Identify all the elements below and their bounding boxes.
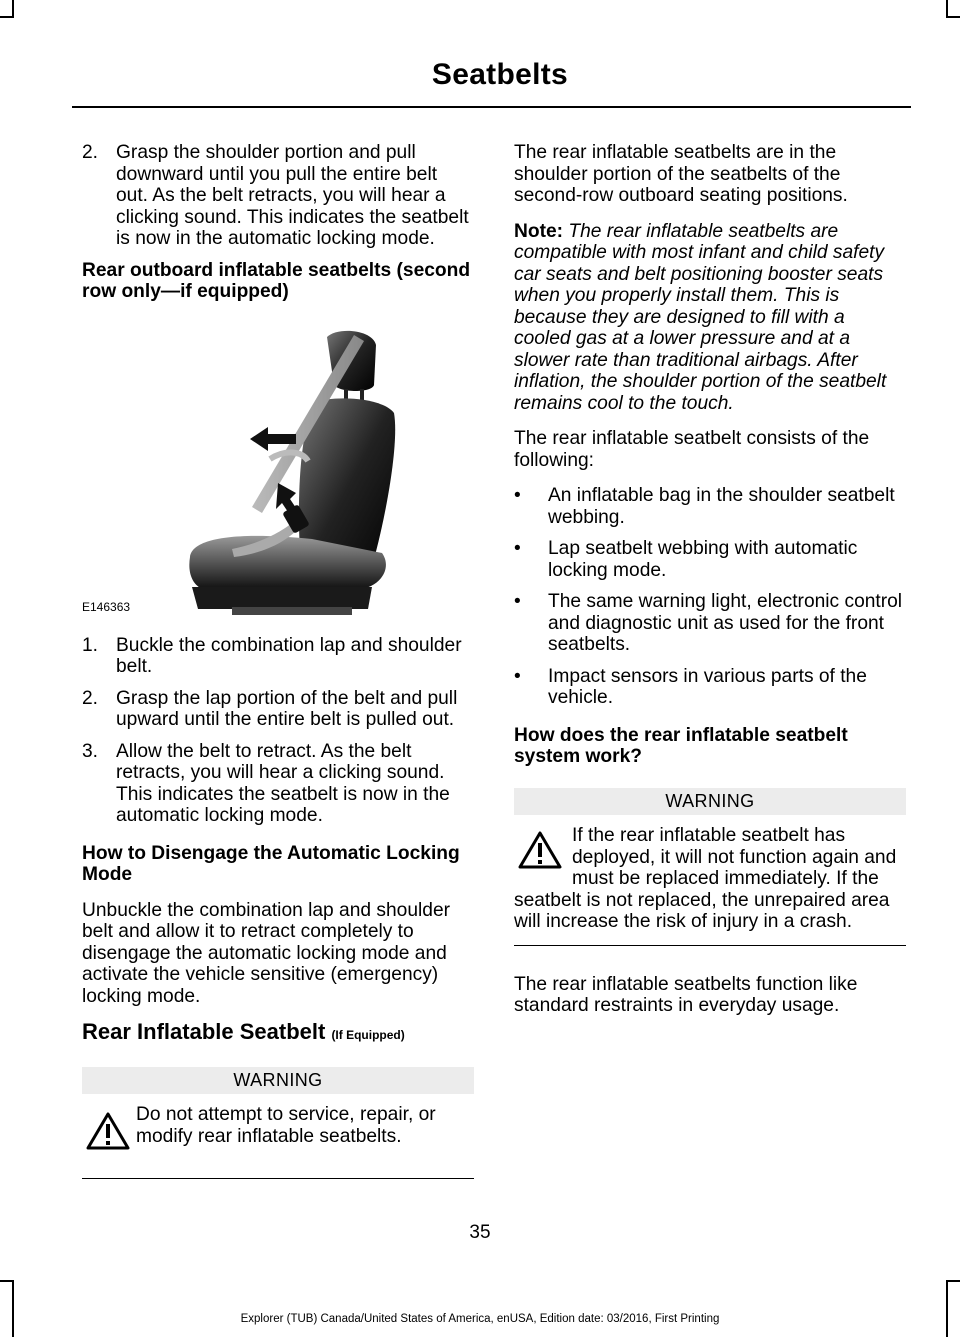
note-text: The rear inflatable seatbelts are compatible with most infant and child safety car seats and belt positioning booster seats when you properly install them. This is because they are designed to fill with a cooled gas at a lower pressure and at a slower rate than traditional airbags. After inflation, the shoulder portion of the seatbelt remains cool to the touch.	[514, 220, 887, 414]
figure-id: E146363	[82, 600, 131, 614]
warning-text: Do not attempt to service, repair, or modify rear inflatable seatbelts.	[136, 1104, 436, 1147]
bullet: •	[514, 665, 521, 687]
page-title: Seatbelts	[431, 58, 568, 91]
edition-footer: Explorer (TUB) Canada/United States of America, enUSA, Edition date: 03/2016, First Printing	[240, 1313, 720, 1325]
crop-mark	[12, 1280, 14, 1337]
bullet-text: The same warning light, electronic control and diagnostic unit as used for the front seatbelts.	[548, 591, 903, 655]
bullet: •	[514, 591, 521, 612]
heading-disengage: How to Disengage the Automatic Locking Mode	[82, 842, 460, 885]
crop-mark	[0, 1280, 14, 1282]
step-number: 2.	[82, 687, 99, 709]
crop-mark	[946, 1280, 960, 1282]
bullet: •	[514, 485, 521, 506]
step-text: Grasp the lap portion of the belt and pull upward until the entire belt is pulled out.	[116, 687, 458, 730]
list-item	[514, 538, 906, 581]
heading-outboard: Rear outboard inflatable seatbelts (second row only—if equipped)	[82, 259, 471, 302]
step-text: Grasp the shoulder portion and pull downward until you pull the entire belt out. As the belt retracts, you will hear a clicking sound. This indicates the seatbelt is now in the automatic locking mode.	[116, 142, 469, 249]
warning-rule	[82, 1178, 474, 1179]
left-column	[82, 142, 474, 1207]
warning-triangle-icon	[518, 831, 562, 869]
header-rule	[72, 106, 911, 108]
note-label: Note:	[514, 220, 564, 242]
warning-triangle-icon	[86, 1112, 130, 1150]
list-item	[82, 142, 474, 250]
list-item	[514, 591, 906, 656]
seat-belt-image	[82, 317, 474, 621]
step-number: 1.	[82, 634, 99, 656]
section-title-suffix: (If Equipped)	[331, 1028, 405, 1042]
warning-header: WARNING	[514, 788, 906, 816]
bullet-text: Impact sensors in various parts of the vehicle.	[548, 665, 867, 708]
consists-paragraph: The rear inflatable seatbelt consists of the following:	[514, 428, 870, 471]
bullet-text: Lap seatbelt webbing with automatic locking mode.	[548, 538, 858, 581]
page-number: 35	[469, 1222, 491, 1243]
list-item	[514, 666, 906, 709]
list-item	[82, 688, 474, 731]
disengage-paragraph: Unbuckle the combination lap and shoulder belt and allow it to retract completely to disengage the automatic locking mode and activate the vehicle sensitive (emergency) locking mode.	[82, 899, 451, 1007]
crop-mark	[12, 0, 14, 16]
crop-mark	[946, 16, 960, 18]
crop-mark	[0, 16, 14, 18]
list-item	[82, 635, 474, 678]
crop-mark	[946, 1280, 948, 1337]
heading-how: How does the rear inflatable seatbelt system work?	[514, 724, 848, 767]
right-column	[514, 142, 906, 1031]
list-item	[514, 485, 906, 528]
step-text: Allow the belt to retract. As the belt retracts, you will hear a clicking sound. This indicates the seatbelt is now in the automatic locking mode.	[116, 740, 450, 826]
intro-paragraph: The rear inflatable seatbelts are in the shoulder portion of the seatbelts of the second-row outboard seating positions.	[514, 142, 848, 206]
warning-text: If the rear inflatable seatbelt has deployed, it will not function again and must be replaced immediately. If the seatbelt is not replaced, the unrepaired area will increase the risk of injury in a crash.	[514, 825, 897, 932]
step-number: 2.	[82, 142, 99, 163]
seat-illustration	[82, 317, 474, 621]
warning-box	[514, 825, 906, 933]
crop-mark	[946, 0, 948, 16]
step-text: Buckle the combination lap and shoulder belt.	[116, 634, 462, 677]
warning-rule	[514, 945, 906, 946]
bullet: •	[514, 538, 521, 559]
warning-header: WARNING	[82, 1067, 474, 1095]
section-title-text: Rear Inflatable Seatbelt	[82, 1019, 326, 1044]
section-title	[82, 1021, 474, 1047]
closing-paragraph: The rear inflatable seatbelts function like standard restraints in everyday usage.	[514, 973, 858, 1016]
note-paragraph	[514, 221, 906, 415]
bullet-text: An inflatable bag in the shoulder seatbelt webbing.	[548, 485, 895, 528]
step-number: 3.	[82, 740, 99, 762]
warning-box	[82, 1104, 474, 1166]
list-item	[82, 741, 474, 827]
